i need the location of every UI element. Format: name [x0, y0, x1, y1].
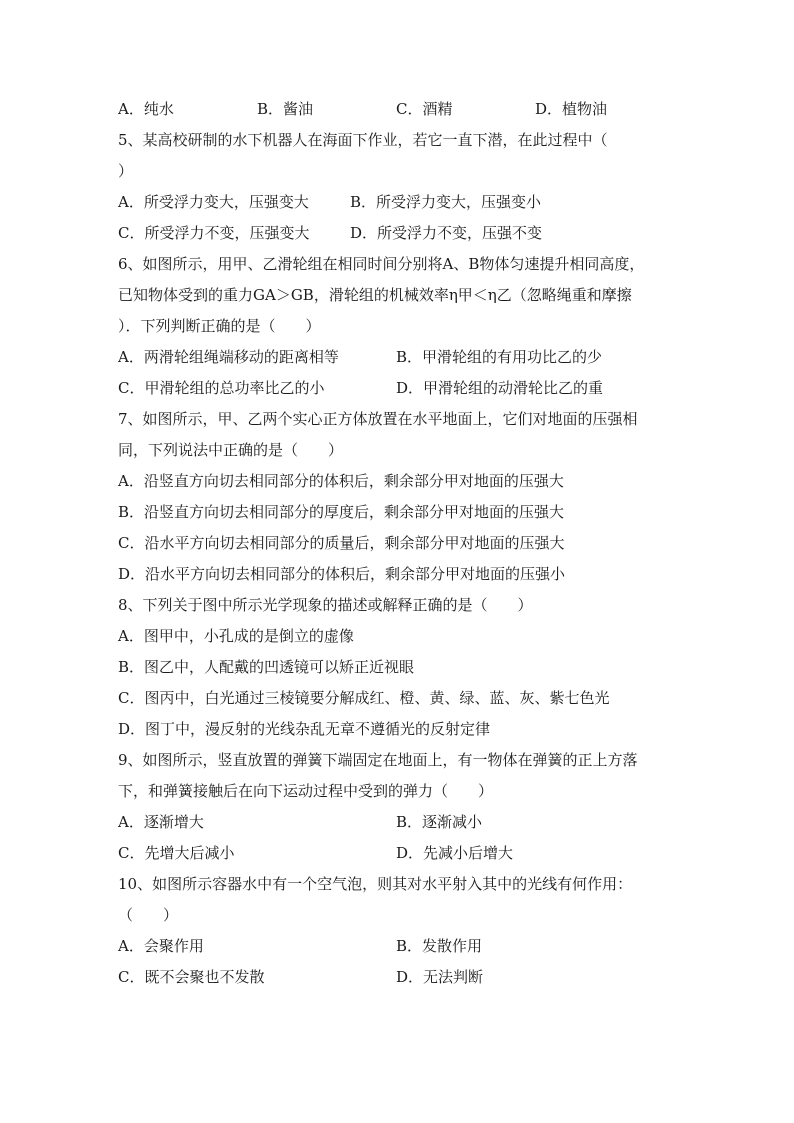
q7-option-b: B．沿竖直方向切去相同部分的厚度后，剩余部分甲对地面的压强大 [118, 503, 565, 521]
q9-options-row1 [118, 807, 688, 838]
q4-option-a: A．纯水 [118, 100, 174, 118]
q5-stem-line1: 5、某高校研制的水下机器人在海面下作业，若它一直下潜，在此过程中（ [118, 131, 608, 149]
q5-option-c: C．所受浮力不变，压强变大 [118, 224, 310, 242]
q4-options-row [118, 94, 688, 125]
q7-option-a: A．沿竖直方向切去相同部分的体积后，剩余部分甲对地面的压强大 [118, 472, 564, 490]
q5-option-b: B．所受浮力变大，压强变小 [350, 193, 542, 211]
q7-option-c: C．沿水平方向切去相同部分的质量后，剩余部分甲对地面的压强大 [118, 534, 565, 552]
q5-option-a: A．所受浮力变大，压强变大 [118, 193, 309, 211]
q8-option-b: B．图乙中，人配戴的凹透镜可以矫正近视眼 [118, 658, 415, 676]
q10-stem-line1: 10、如图所示容器水中有一个空气泡，则其对水平射入其中的光线有何作用： [118, 875, 633, 893]
q7-stem-line2: 同，下列说法中正确的是（ ） [118, 441, 344, 459]
q6-stem-line1: 6、如图所示，用甲、乙滑轮组在相同时间分别将A、B物体匀速提升相同高度， [118, 255, 645, 273]
q10-option-d: D．无法判断 [396, 968, 484, 986]
q8-option-c: C．图丙中，白光通过三棱镜要分解成红、橙、黄、绿、蓝、灰、紫七色光 [118, 689, 610, 707]
q8-option-d: D．图丁中，漫反射的光线杂乱无章不遵循光的反射定律 [118, 720, 491, 738]
q4-option-b: B．酱油 [257, 100, 314, 118]
q6-option-b: B．甲滑轮组的有用功比乙的少 [396, 348, 603, 366]
q9-option-d: D．先减小后增大 [396, 844, 514, 862]
q10-option-c: C．既不会聚也不发散 [118, 968, 265, 986]
q4-option-c: C．酒精 [396, 100, 453, 118]
q4-option-d: D．植物油 [535, 100, 608, 118]
q10-options-row1 [118, 931, 688, 962]
q5-option-d: D．所受浮力不变，压强不变 [350, 224, 543, 242]
q9-option-b: B．逐渐减小 [396, 813, 483, 831]
q6-option-c: C．甲滑轮组的总功率比乙的小 [118, 379, 325, 397]
q10-option-a: A．会聚作用 [118, 937, 204, 955]
q9-stem-line2: 下，和弹簧接触后在向下运动过程中受到的弹力（ ） [118, 782, 494, 800]
q8-stem-line1: 8、下列关于图中所示光学现象的描述或解释正确的是（ ） [118, 596, 533, 614]
q6-options-row1 [118, 342, 688, 373]
q6-option-d: D．甲滑轮组的动滑轮比乙的重 [396, 379, 604, 397]
q9-option-c: C．先增大后减小 [118, 844, 235, 862]
q7-option-d: D．沿水平方向切去相同部分的体积后，剩余部分甲对地面的压强小 [118, 565, 566, 583]
q5-options-row2 [118, 218, 688, 249]
q5-options-row1 [118, 187, 688, 218]
q9-option-a: A．逐渐增大 [118, 813, 204, 831]
q5-stem-line2: ） [118, 162, 134, 180]
q8-option-a: A．图甲中，小孔成的是倒立的虚像 [118, 627, 354, 645]
q6-stem-line2: 已知物体受到的重力GA＞GB，滑轮组的机械效率η甲＜η乙（忽略绳重和摩擦 [118, 286, 632, 304]
q9-options-row2 [118, 838, 688, 869]
q10-stem-line2: （ ） [118, 906, 179, 924]
q10-option-b: B．发散作用 [396, 937, 483, 955]
q6-options-row2 [118, 373, 688, 404]
q6-stem-line3: ）．下列判断正确的是（ ） [118, 317, 321, 335]
q9-stem-line1: 9、如图所示，竖直放置的弹簧下端固定在地面上，有一物体在弹簧的正上方落 [118, 751, 638, 769]
q10-options-row2 [118, 962, 688, 993]
q7-stem-line1: 7、如图所示，甲、乙两个实心正方体放置在水平地面上，它们对地面的压强相 [118, 410, 638, 428]
exam-page [118, 94, 688, 993]
q6-option-a: A．两滑轮组绳端移动的距离相等 [118, 348, 339, 366]
